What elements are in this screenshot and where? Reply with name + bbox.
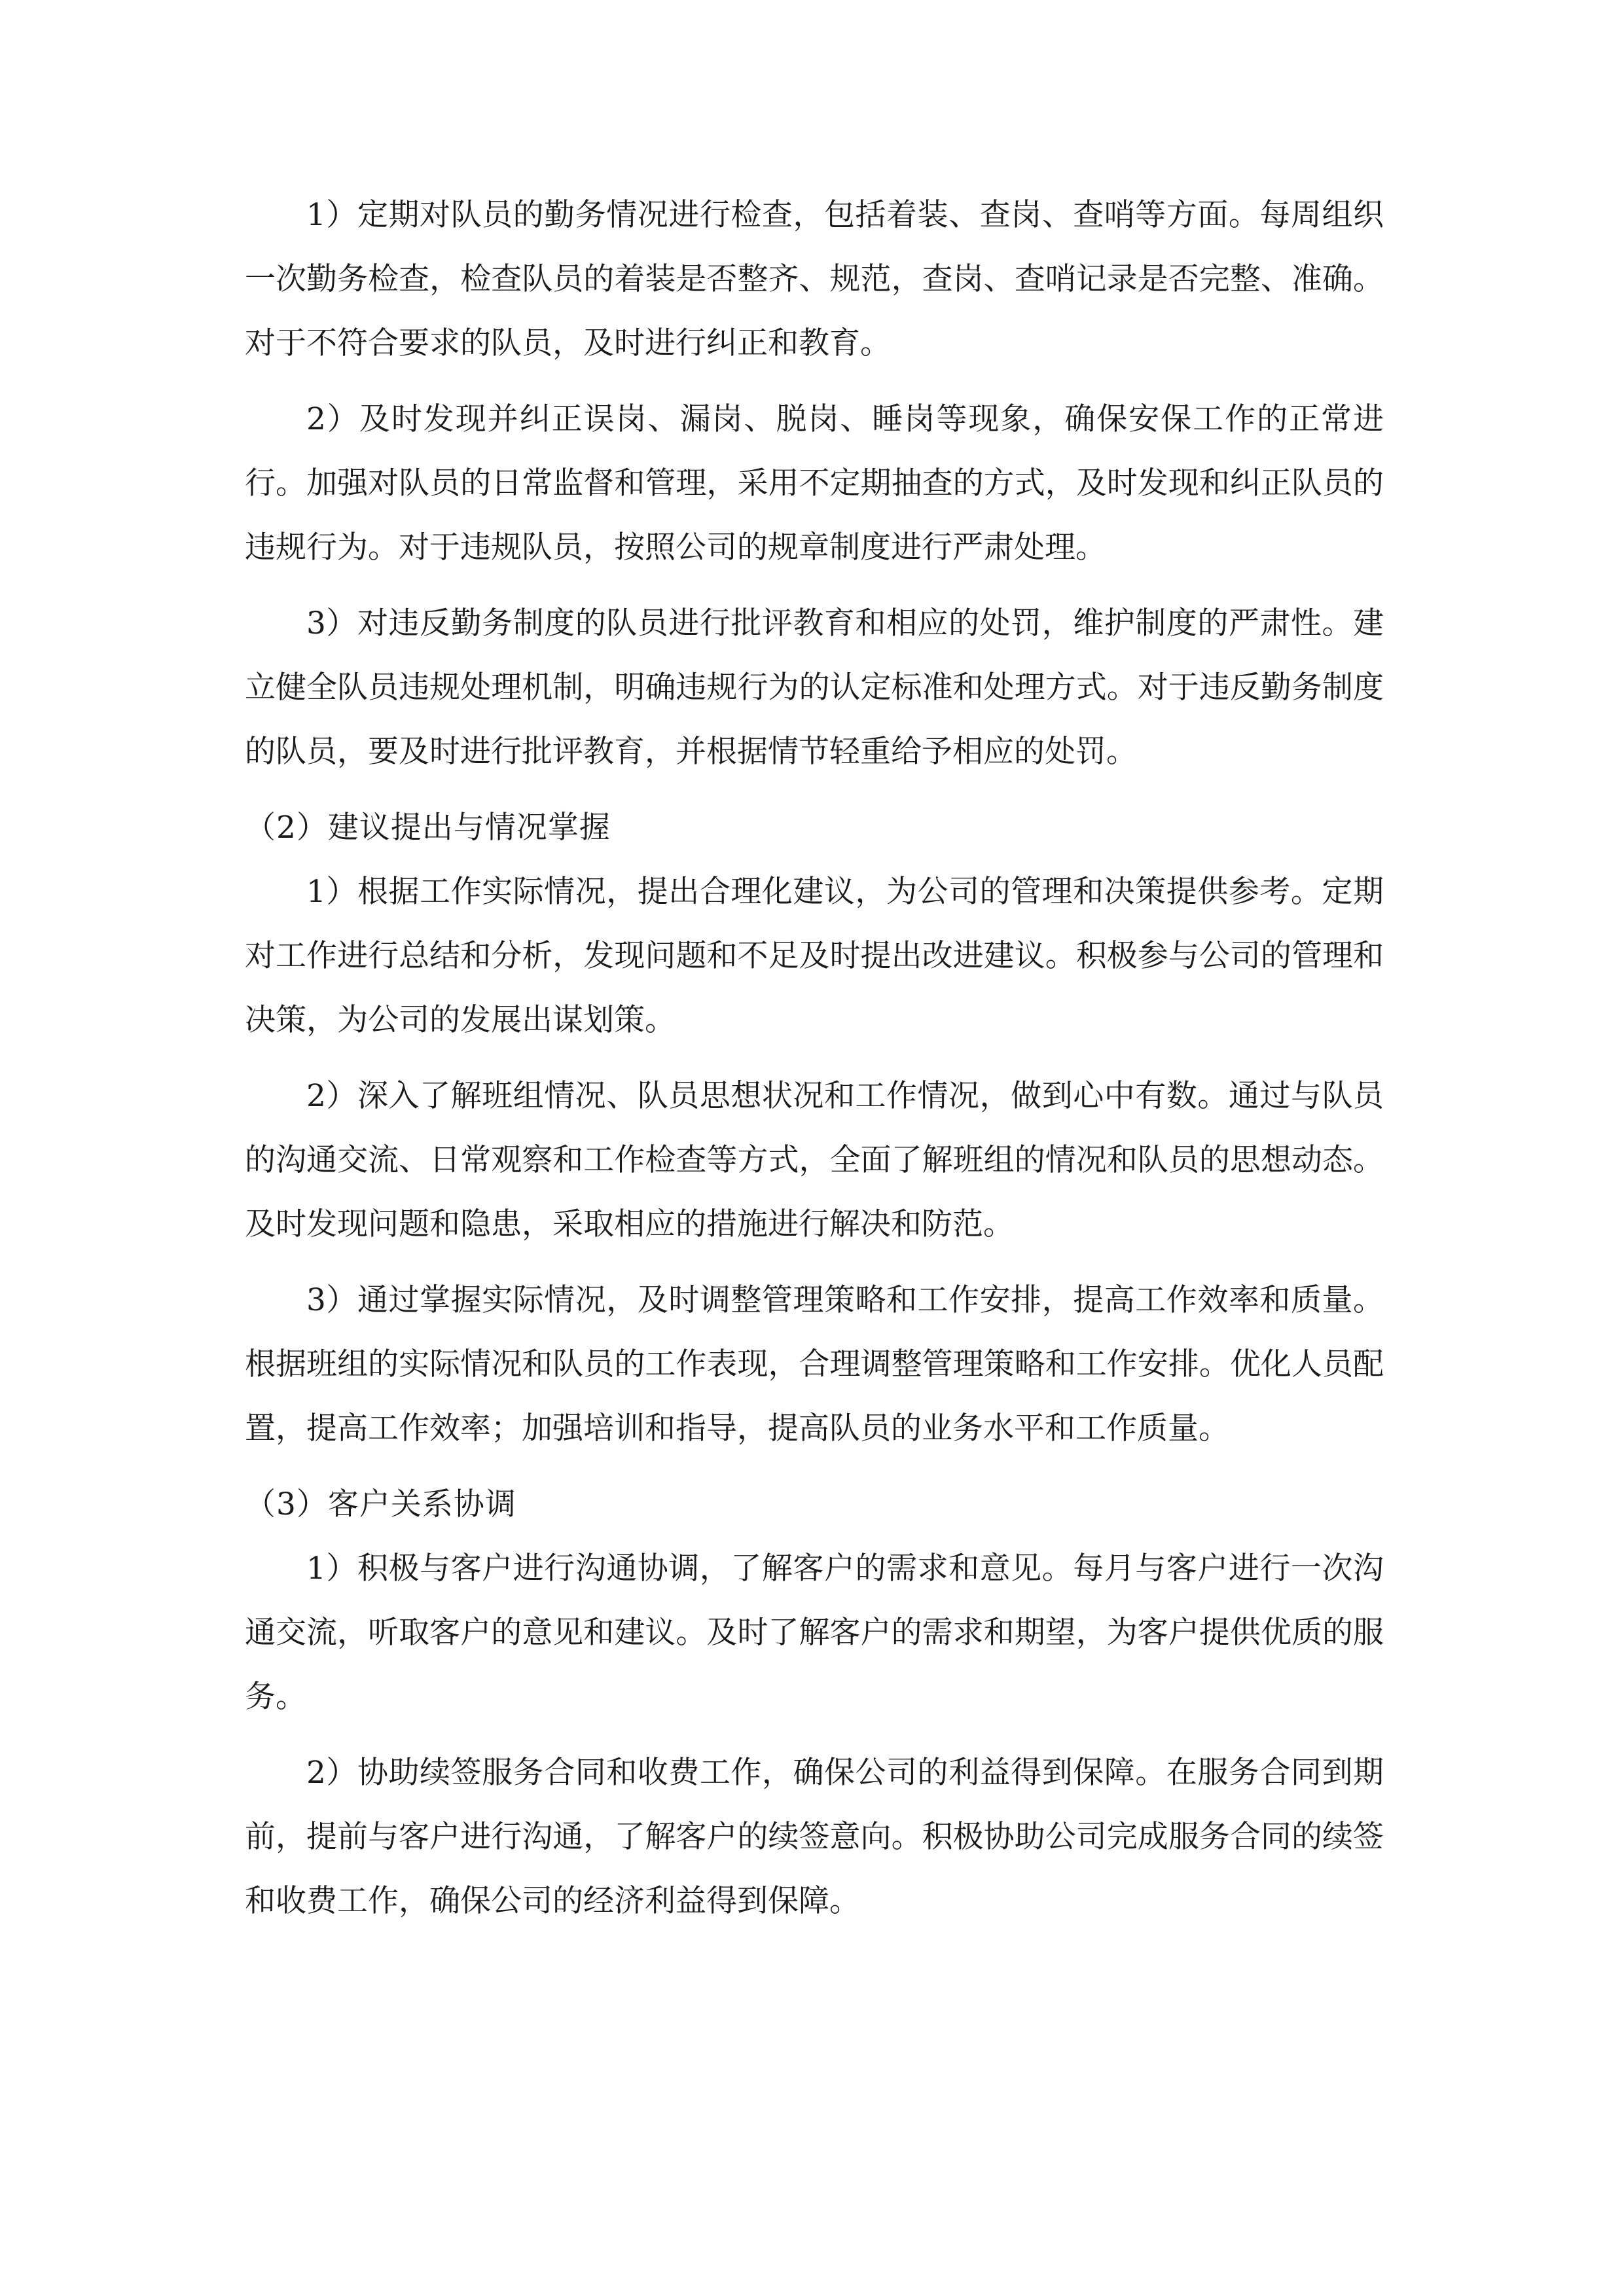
paragraph-team-understanding: 2）深入了解班组情况、队员思想状况和工作情况，做到心中有数。通过与队员的沟通交流、日常观察和工作检查等方式，全面了解班组的情况和队员的思想动态。及时发现问题和隐患，采取相应的措施进行解决和防范。 — [245, 1078, 1384, 1242]
document-body — [245, 183, 1384, 1945]
paragraph-strategy-adjustment: 3）通过掌握实际情况，及时调整管理策略和工作安排，提高工作效率和质量。根据班组的实际情况和队员的工作表现，合理调整管理策略和工作安排。优化人员配置，提高工作效率；加强培训和指导，提高队员的业务水平和工作质量。 — [245, 1282, 1384, 1446]
paragraph-violation-handling: 3）对违反勤务制度的队员进行批评教育和相应的处罚，维护制度的严肃性。建立健全队员违规处理机制，明确违规行为的认定标准和处理方式。对于违反勤务制度的队员，要及时进行批评教育，并根据情节轻重给予相应的处罚。 — [245, 605, 1384, 770]
section-heading-client-relations: （3）客户关系协调 — [245, 1486, 516, 1522]
paragraph-contract-renewal: 2）协助续签服务合同和收费工作，确保公司的利益得到保障。在服务合同到期前，提前与客户进行沟通，了解客户的续签意向。积极协助公司完成服务合同的续签和收费工作，确保公司的经济利益得到保障。 — [245, 1755, 1384, 1919]
paragraph-discipline-correction: 2）及时发现并纠正误岗、漏岗、脱岗、睡岗等现象，确保安保工作的正常进行。加强对队员的日常监督和管理，采用不定期抽查的方式，及时发现和纠正队员的违规行为。对于违规队员，按照公司的规章制度进行严肃处理。 — [245, 401, 1384, 565]
paragraph-rational-suggestions: 1）根据工作实际情况，提出合理化建议，为公司的管理和决策提供参考。定期对工作进行总结和分析，发现问题和不足及时提出改进建议。积极参与公司的管理和决策，为公司的发展出谋划策。 — [245, 874, 1384, 1038]
paragraph-client-communication: 1）积极与客户进行沟通协调，了解客户的需求和意见。每月与客户进行一次沟通交流，听取客户的意见和建议。及时了解客户的需求和期望，为客户提供优质的服务。 — [245, 1551, 1384, 1715]
section-heading-suggestions: （2）建议提出与情况掌握 — [245, 810, 611, 846]
paragraph-duty-inspection: 1）定期对队员的勤务情况进行检查，包括着装、查岗、查哨等方面。每周组织一次勤务检查，检查队员的着装是否整齐、规范，查岗、查哨记录是否完整、准确。对于不符合要求的队员，及时进行纠正和教育。 — [245, 197, 1384, 361]
